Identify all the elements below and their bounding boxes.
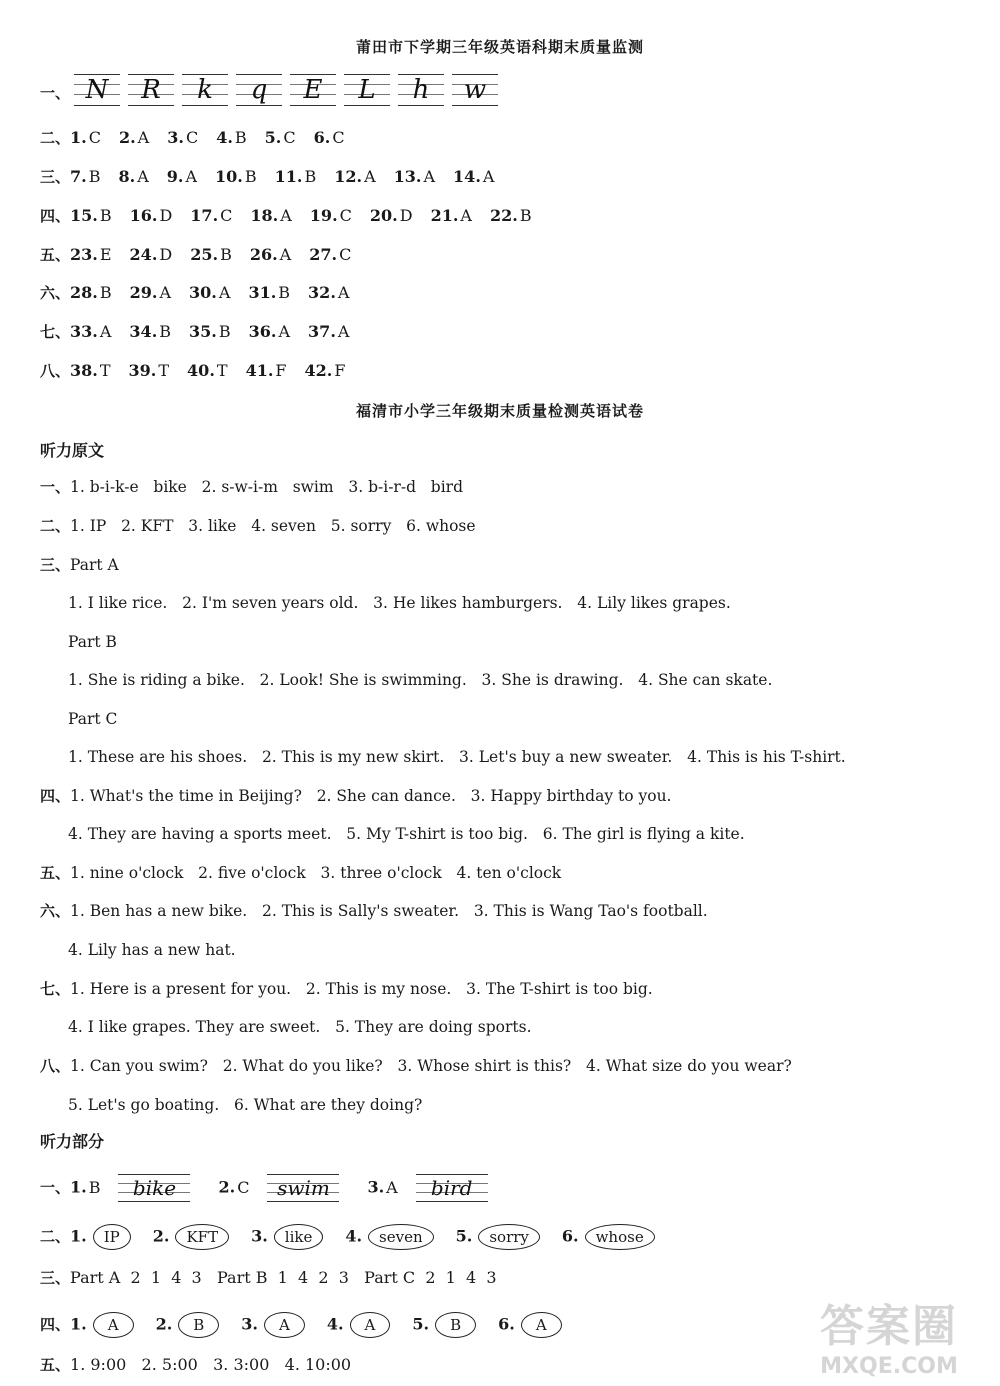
script-text: 1. I like rice. 2. I'm seven years old. 3. He likes hamburgers. 4. Lily likes grapes. <box>68 594 731 612</box>
question-number: 27. <box>309 245 338 264</box>
script-line <box>68 745 846 769</box>
question-number: 42. <box>304 361 333 380</box>
answer-choice: B <box>244 167 257 186</box>
section-label: 八、 <box>40 1057 71 1075</box>
section-label: 四、 <box>40 1315 71 1334</box>
answer-item <box>248 281 290 305</box>
p2-items <box>70 1227 677 1246</box>
answer-choice: T <box>216 361 228 380</box>
answer-item <box>246 359 287 383</box>
question-number: 2. <box>218 1177 236 1197</box>
answer-item <box>118 165 148 189</box>
question-number: 19. <box>309 206 338 225</box>
question-number: 26. <box>249 245 278 264</box>
answer-choice: A <box>137 128 150 147</box>
answer-item <box>130 281 171 305</box>
question-number: 38. <box>70 361 98 380</box>
answer-item <box>562 1224 655 1250</box>
answer-choice: A <box>386 1177 398 1197</box>
script-text: 4. They are having a sports meet. 5. My T-shirt is too big. 6. The girl is flying a kite. <box>68 825 745 843</box>
question-number: 1. <box>70 1177 87 1197</box>
question-number: 10. <box>215 167 243 186</box>
answer-choice: B <box>88 1177 101 1197</box>
answer-choice: D <box>159 206 173 225</box>
handwritten-letter: E <box>290 74 336 106</box>
section-label: 四、 <box>40 787 71 805</box>
answer-item <box>345 1224 433 1250</box>
answer-item <box>394 165 435 189</box>
script-text: 1. Can you swim? 2. What do you like? 3. Whose shirt is this? 4. What size do you wear? <box>70 1057 792 1075</box>
script-text: 1. These are his shoes. 2. This is my new skirt. 3. Let's buy a new sweater. 4. This is his T-shirt. <box>68 748 846 766</box>
answer-choice: D <box>159 245 173 264</box>
script-text: 1. Ben has a new bike. 2. This is Sally's sweater. 3. This is Wang Tao's football. <box>70 902 708 920</box>
script-line <box>68 591 731 615</box>
watermark-line-1: 答案圈 <box>820 1301 958 1352</box>
answer-item <box>305 359 346 383</box>
question-number: 2. <box>118 128 136 147</box>
answer-item <box>189 281 230 305</box>
question-number: 3. <box>241 1314 258 1334</box>
answer-choice: A <box>137 167 149 186</box>
question-number: 17. <box>190 206 219 225</box>
script-line <box>68 630 117 654</box>
question-number: 35. <box>189 322 217 341</box>
question-number: 6. <box>498 1314 515 1334</box>
answer-item <box>156 1312 220 1338</box>
answer-choice: C <box>185 128 199 147</box>
circled-answer: KFT <box>175 1224 229 1250</box>
script-text: 1. nine o'clock 2. five o'clock 3. three o'clock 4. ten o'clock <box>70 864 562 882</box>
circled-answer: A <box>521 1312 562 1338</box>
answer-choice: B <box>519 206 532 225</box>
answer-item <box>308 320 349 344</box>
answer-item <box>251 1224 323 1250</box>
answer-item <box>241 1312 305 1338</box>
question-number: 14. <box>453 167 481 186</box>
answer-choice: B <box>218 322 231 341</box>
answer-choice: A <box>337 283 350 302</box>
p1-items <box>70 1176 516 1200</box>
answer-item <box>327 1312 391 1338</box>
script-line <box>68 822 745 846</box>
answer-choice: A <box>364 167 376 186</box>
answer-choice: C <box>339 206 352 225</box>
answer-item <box>309 243 351 267</box>
question-number: 7. <box>70 167 87 186</box>
handwritten-letter: w <box>452 74 498 106</box>
title-fuqing: 福清市小学三年级期末质量检测英语试卷 <box>355 402 644 420</box>
section-label: 五、 <box>40 864 71 882</box>
question-number: 2. <box>155 1314 173 1334</box>
answer-choice: B <box>99 283 112 302</box>
answer-item <box>70 1312 134 1338</box>
answer-item <box>167 165 197 189</box>
question-number: 29. <box>129 283 158 302</box>
answer-item <box>453 165 494 189</box>
section-label: 一、 <box>40 1178 71 1197</box>
answer-choice: A <box>460 206 472 225</box>
answer-choice: T <box>99 361 111 380</box>
question-number: 32. <box>308 283 336 302</box>
heading-listening-script: 听力原文 <box>40 441 105 460</box>
question-number: 11. <box>274 167 303 186</box>
answer-choice: A <box>279 245 292 264</box>
answer-item <box>190 243 232 267</box>
answer-choice: A <box>159 283 172 302</box>
listening-answers-3 <box>40 1266 497 1290</box>
script-line <box>40 553 119 577</box>
answer-item <box>130 204 173 228</box>
answer-row <box>40 281 367 305</box>
p4-items <box>70 1315 584 1334</box>
section-label: 六、 <box>40 284 71 302</box>
question-number: 28. <box>70 283 98 302</box>
answer-choice: C <box>332 128 345 147</box>
script-line <box>40 514 476 538</box>
question-number: 36. <box>248 322 277 341</box>
question-number: 5. <box>412 1314 430 1334</box>
question-number: 34. <box>129 322 158 341</box>
answer-choice: C <box>220 206 233 225</box>
answer-choice: B <box>159 322 172 341</box>
heading-listening-answers: 听力部分 <box>40 1132 105 1151</box>
circled-answer: A <box>350 1312 391 1338</box>
script-line <box>68 668 772 692</box>
script-line <box>40 899 708 923</box>
answer-row <box>40 359 363 383</box>
answer-item <box>70 359 111 383</box>
answer-item <box>308 281 349 305</box>
script-line <box>68 707 117 731</box>
question-number: 3. <box>367 1177 385 1197</box>
question-number: 4. <box>216 128 233 147</box>
section-label: 一、 <box>40 478 71 496</box>
section-label: 七、 <box>40 980 71 998</box>
circled-answer: B <box>435 1312 476 1338</box>
answer-item <box>431 204 472 228</box>
letter-boxes <box>70 74 502 106</box>
title-putian: 莆田市下学期三年级英语科期末质量监测 <box>355 38 644 56</box>
answer-choice: D <box>399 206 413 225</box>
watermark-logo <box>794 1290 984 1380</box>
answer-choice: A <box>185 167 198 186</box>
circled-answer: seven <box>368 1224 434 1250</box>
question-number: 16. <box>129 206 158 225</box>
question-number: 37. <box>308 322 336 341</box>
question-number: 3. <box>167 128 184 147</box>
script-line <box>40 1054 792 1078</box>
question-number: 2. <box>152 1226 170 1246</box>
question-number: 21. <box>430 206 459 225</box>
answer-item <box>70 204 112 228</box>
answer-item <box>265 126 296 150</box>
section-label: 四、 <box>40 207 71 225</box>
answer-item <box>70 1174 196 1202</box>
question-number: 31. <box>248 283 277 302</box>
answer-row <box>40 243 369 267</box>
question-number: 18. <box>250 206 279 225</box>
answer-row <box>40 320 367 344</box>
question-number: 9. <box>166 167 184 186</box>
question-number: 25. <box>190 245 219 264</box>
section-label: 五、 <box>40 1356 71 1374</box>
handwritten-letter: k <box>182 74 228 106</box>
answer-choice: E <box>99 245 112 264</box>
question-number: 1. <box>70 128 87 147</box>
script-line <box>68 1015 532 1039</box>
question-number: 24. <box>129 245 158 264</box>
question-number: 12. <box>334 167 363 186</box>
answer-choice: B <box>99 206 112 225</box>
question-number: 15. <box>70 206 98 225</box>
question-number: 4. <box>345 1226 363 1246</box>
answer-item <box>129 320 171 344</box>
answer-choice: A <box>482 167 495 186</box>
answer-item <box>367 1174 493 1202</box>
answer-choice: C <box>283 128 296 147</box>
section-label: 二、 <box>40 517 71 535</box>
script-line <box>68 938 236 962</box>
question-number: 40. <box>187 361 215 380</box>
section-label: 三、 <box>40 556 71 574</box>
handwritten-letter: R <box>128 74 174 106</box>
script-text: 5. Let's go boating. 6. What are they doing? <box>68 1096 423 1114</box>
answer-choice: B <box>88 167 101 186</box>
answer-choice: A <box>337 322 350 341</box>
answer-item <box>70 126 101 150</box>
answer-item <box>167 126 198 150</box>
script-text: 1. IP 2. KFT 3. like 4. seven 5. sorry 6. whose <box>70 517 476 535</box>
answer-choice: C <box>339 245 352 264</box>
answer-choice: B <box>304 167 317 186</box>
circled-answer: whose <box>585 1224 655 1250</box>
watermark-line-2: MXQE.COM <box>820 1354 958 1379</box>
answer-row <box>40 126 363 150</box>
answer-choice: A <box>423 167 436 186</box>
answer-choice: F <box>334 361 346 380</box>
question-number: 6. <box>313 128 331 147</box>
answer-choice: A <box>99 322 112 341</box>
answer-item <box>70 243 112 267</box>
listening-answers-5 <box>40 1353 351 1377</box>
section-1-letters <box>40 74 502 106</box>
script-text: Part B <box>68 633 117 651</box>
section-label: 六、 <box>40 902 71 920</box>
question-number: 6. <box>561 1226 579 1246</box>
script-text: Part C <box>68 710 118 728</box>
answer-item <box>250 204 291 228</box>
question-number: 1. <box>70 1314 87 1334</box>
question-number: 23. <box>70 245 98 264</box>
answer-item <box>412 1312 476 1338</box>
answer-item <box>190 204 232 228</box>
script-line <box>40 784 672 808</box>
answer-item <box>498 1312 562 1338</box>
listening-answers-4 <box>40 1312 584 1338</box>
answer-item <box>310 204 352 228</box>
circled-answer: sorry <box>478 1224 540 1250</box>
answer-choice: B <box>220 245 232 264</box>
section-label: 二、 <box>40 1227 71 1246</box>
listening-answers-2 <box>40 1224 677 1250</box>
question-number: 41. <box>245 361 274 380</box>
answer-item <box>130 243 173 267</box>
answer-item <box>189 320 231 344</box>
question-number: 30. <box>189 283 217 302</box>
script-text: 4. Lily has a new hat. <box>68 941 236 959</box>
handwritten-letter: h <box>398 74 444 106</box>
answer-item <box>216 126 246 150</box>
question-number: 1. <box>70 1226 87 1246</box>
p3-text: Part A 2 1 4 3 Part B 1 4 2 3 Part C 2 1 4 3 <box>70 1268 497 1287</box>
answer-row <box>40 165 512 189</box>
answer-choice: A <box>280 206 292 225</box>
script-line <box>40 977 653 1001</box>
section-label: 三、 <box>40 1269 71 1287</box>
answer-choice: A <box>218 283 231 302</box>
answer-item <box>490 204 532 228</box>
script-text: 4. I like grapes. They are sweet. 5. They are doing sports. <box>68 1018 532 1036</box>
answer-item <box>275 165 317 189</box>
answer-choice: B <box>234 128 247 147</box>
answer-item <box>249 320 290 344</box>
question-number: 8. <box>118 167 136 186</box>
circled-answer: IP <box>93 1224 131 1250</box>
section-label: 一、 <box>40 84 71 102</box>
handwritten-word: bike <box>118 1174 190 1202</box>
answer-row <box>40 204 550 228</box>
answer-item <box>314 126 345 150</box>
answer-choice: A <box>278 322 291 341</box>
handwritten-word: swim <box>267 1174 339 1202</box>
script-line <box>40 475 463 499</box>
answer-item <box>153 1224 229 1250</box>
listening-answers-1 <box>40 1174 516 1202</box>
question-number: 33. <box>70 322 98 341</box>
question-number: 4. <box>326 1314 344 1334</box>
answer-item <box>119 126 149 150</box>
question-number: 13. <box>393 167 422 186</box>
section-label: 八、 <box>40 362 71 380</box>
handwritten-letter: q <box>236 74 282 106</box>
handwritten-letter: L <box>344 74 390 106</box>
question-number: 5. <box>455 1226 473 1246</box>
answer-item <box>129 359 170 383</box>
script-text: 1. What's the time in Beijing? 2. She can dance. 3. Happy birthday to you. <box>70 787 672 805</box>
script-text: Part A <box>70 556 119 574</box>
question-number: 39. <box>128 361 157 380</box>
circled-answer: A <box>93 1312 134 1338</box>
answer-item <box>215 165 257 189</box>
section-label: 二、 <box>40 129 71 147</box>
answer-item <box>70 165 100 189</box>
answer-item <box>456 1224 540 1250</box>
answer-item <box>70 281 112 305</box>
answer-choice: C <box>237 1177 250 1197</box>
p5-text: 1. 9:00 2. 5:00 3. 3:00 4. 10:00 <box>70 1355 352 1374</box>
script-text: 1. She is riding a bike. 2. Look! She is swimming. 3. She is drawing. 4. She can skate. <box>68 671 773 689</box>
answer-item <box>187 359 228 383</box>
question-number: 22. <box>489 206 518 225</box>
section-label: 五、 <box>40 246 71 264</box>
script-line <box>68 1093 422 1117</box>
answer-choice: B <box>278 283 291 302</box>
answer-item <box>334 165 375 189</box>
answer-choice: T <box>158 361 170 380</box>
answer-item <box>370 204 413 228</box>
answer-item <box>70 1224 131 1250</box>
answer-item <box>250 243 291 267</box>
circled-answer: B <box>178 1312 219 1338</box>
answer-choice: F <box>275 361 287 380</box>
script-text: 1. b-i-k-e bike 2. s-w-i-m swim 3. b-i-r-d bird <box>70 478 463 496</box>
handwritten-letter: N <box>74 74 120 106</box>
handwritten-word: bird <box>416 1174 488 1202</box>
answer-choice: C <box>88 128 101 147</box>
section-label: 三、 <box>40 168 71 186</box>
section-label: 七、 <box>40 323 71 341</box>
answer-item <box>218 1174 345 1202</box>
circled-answer: A <box>264 1312 305 1338</box>
question-number: 20. <box>369 206 398 225</box>
script-text: 1. Here is a present for you. 2. This is my nose. 3. The T-shirt is too big. <box>70 980 653 998</box>
answer-item <box>70 320 111 344</box>
question-number: 3. <box>251 1226 268 1246</box>
script-line <box>40 861 561 885</box>
circled-answer: like <box>274 1224 324 1250</box>
question-number: 5. <box>264 128 282 147</box>
